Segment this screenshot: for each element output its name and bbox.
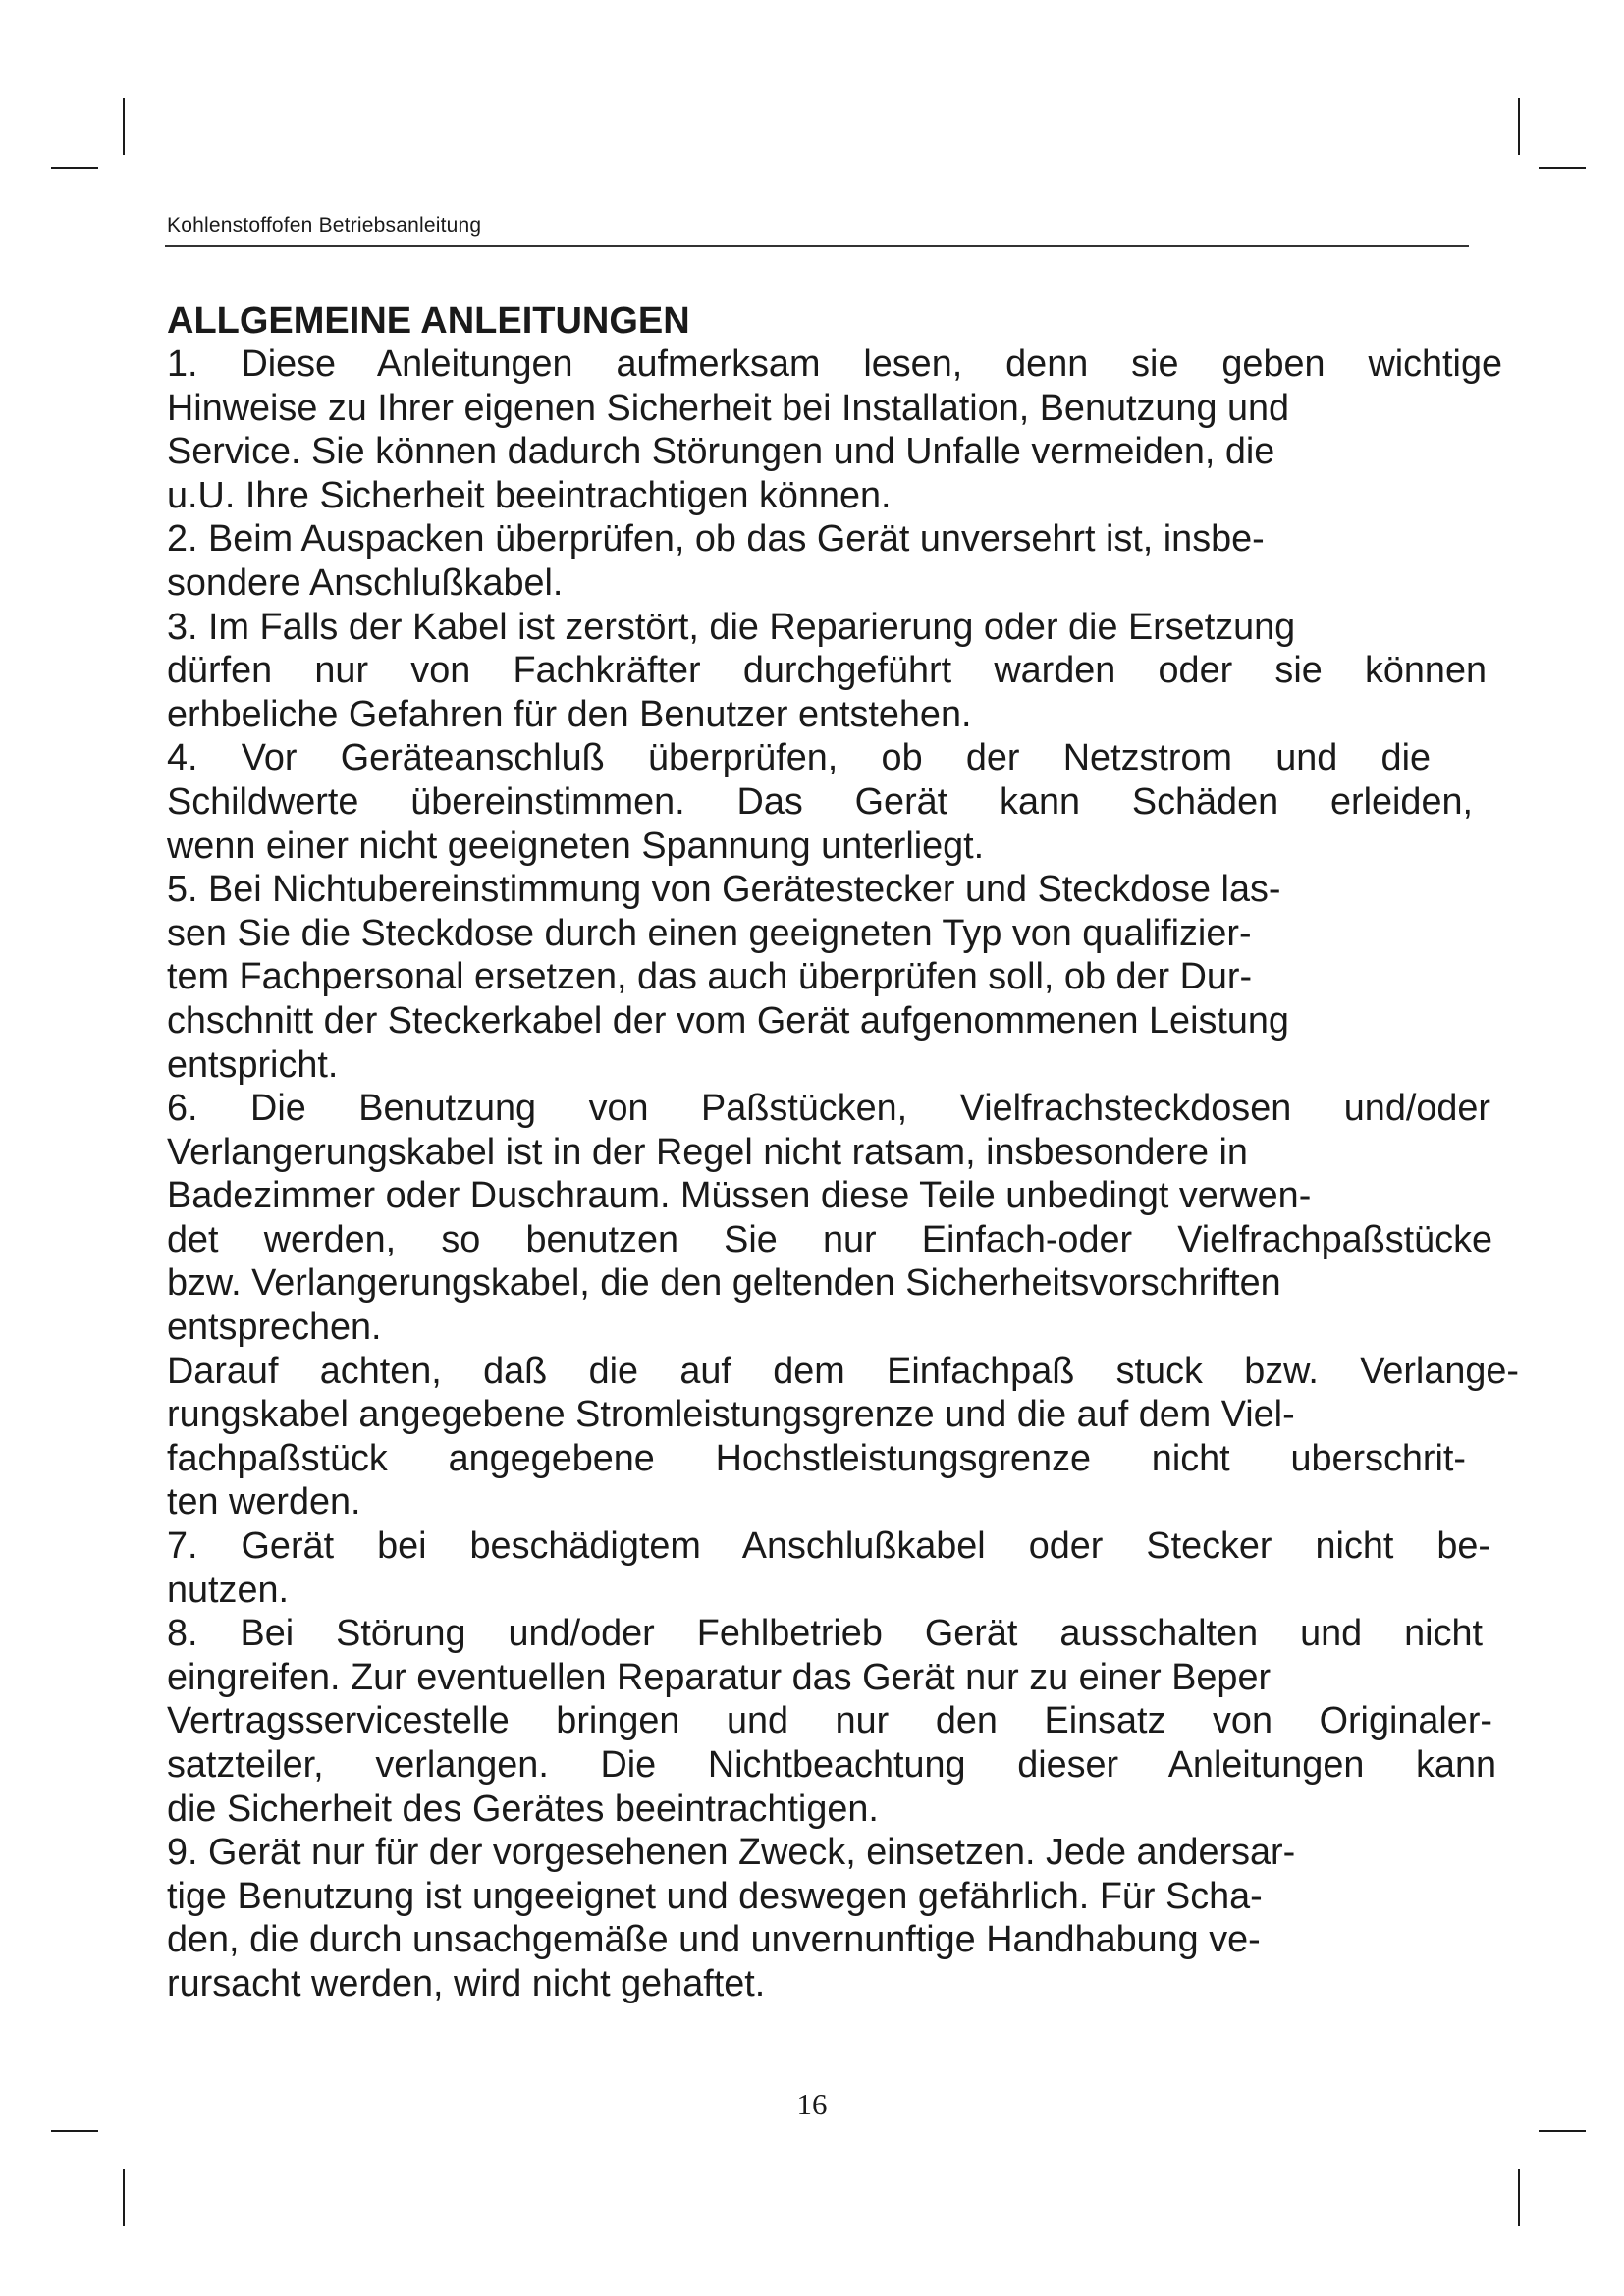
text-line: 5. Bei Nichtubereinstimmung von Gerätestecker und Steckdose las-: [167, 869, 1281, 911]
text-line: eingreifen. Zur eventuellen Reparatur das Gerät nur zu einer Beper: [167, 1656, 1272, 1698]
text-line: Vertragsservicestelle bringen und nur den Einsatz von Originaler-: [167, 1700, 1492, 1742]
text-line: dürfen nur von Fachkräfter durchgeführt warden oder sie können: [167, 650, 1487, 692]
text-line: 8. Bei Störung und/oder Fehlbetrieb Gerät ausschalten und nicht: [167, 1613, 1483, 1655]
crop-mark-bottom-right-h: [1539, 2130, 1586, 2132]
text-line: fachpaßstück angegebene Hochstleistungsgrenze nicht uberschrit-: [167, 1437, 1466, 1479]
text-line: rursacht werden, wird nicht gehaftet.: [167, 1962, 766, 2004]
crop-mark-top-left: [123, 98, 125, 155]
crop-mark-bottom-right: [1518, 2169, 1520, 2226]
text-line: tem Fachpersonal ersetzen, das auch überprüfen soll, ob der Dur-: [167, 956, 1253, 998]
crop-mark-bottom-left-h: [51, 2130, 98, 2132]
section-heading: ALLGEMEINE ANLEITUNGEN: [167, 300, 690, 342]
text-line: Darauf achten, daß die auf dem Einfachpaß stuck bzw. Verlange-: [167, 1350, 1519, 1392]
text-line: u.U. Ihre Sicherheit beeintrachtigen können.: [167, 474, 892, 516]
page-number: 16: [796, 2087, 828, 2121]
page-content: [167, 299, 1519, 2006]
text-line: 1. Diese Anleitungen aufmerksam lesen, denn sie geben wichtige: [167, 344, 1502, 385]
text-line: 3. Im Falls der Kabel ist zerstört, die Reparierung oder die Ersetzung: [167, 606, 1296, 648]
text-line: entsprechen.: [167, 1307, 382, 1349]
text-line: rungskabel angegebene Stromleistungsgrenze und die auf dem Viel-: [167, 1394, 1295, 1436]
crop-mark-top-left-h: [51, 167, 98, 169]
text-line: Service. Sie können dadurch Störungen und Unfalle vermeiden, die: [167, 431, 1275, 473]
text-line: den, die durch unsachgemäße und unvernunftige Handhabung ve-: [167, 1919, 1261, 1961]
text-line: 6. Die Benutzung von Paßstücken, Vielfrachsteckdosen und/oder: [167, 1088, 1490, 1130]
text-line: bzw. Verlangerungskabel, die den geltenden Sicherheitsvorschriften: [167, 1262, 1281, 1305]
text-line: det werden, so benutzen Sie nur Einfach-oder Vielfrachpaßstücke: [167, 1218, 1492, 1260]
text-line: erhbeliche Gefahren für den Benutzer entstehen.: [167, 693, 972, 735]
text-line: 2. Beim Auspacken überprüfen, ob das Gerät unversehrt ist, insbe-: [167, 518, 1265, 561]
text-line: sondere Anschlußkabel.: [167, 561, 564, 604]
instructions-body: [167, 343, 1519, 2006]
text-line: 7. Gerät bei beschädigtem Anschlußkabel oder Stecker nicht be-: [167, 1525, 1490, 1568]
crop-mark-bottom-left: [123, 2169, 125, 2226]
header-rule: [165, 245, 1469, 247]
text-line: tige Benutzung ist ungeeignet und deswegen gefährlich. Für Scha-: [167, 1875, 1263, 1917]
text-line: 4. Vor Geräteanschluß überprüfen, ob der Netzstrom und die: [167, 737, 1431, 779]
text-line: 9. Gerät nur für der vorgesehenen Zweck, einsetzen. Jede andersar-: [167, 1832, 1296, 1874]
text-line: Badezimmer oder Duschraum. Müssen diese Teile unbedingt verwen-: [167, 1175, 1312, 1217]
text-line: ten werden.: [167, 1481, 361, 1523]
crop-mark-top-right: [1518, 98, 1520, 155]
text-line: Schildwerte übereinstimmen. Das Gerät kann Schäden erleiden,: [167, 780, 1473, 823]
crop-mark-top-right-h: [1539, 167, 1586, 169]
text-line: chschnitt der Steckerkabel der vom Gerät aufgenommenen Leistung: [167, 999, 1289, 1041]
text-line: sen Sie die Steckdose durch einen geeigneten Typ von qualifizier-: [167, 912, 1252, 954]
text-line: nutzen.: [167, 1569, 289, 1611]
text-line: satzteiler, verlangen. Die Nichtbeachtung dieser Anleitungen kann: [167, 1744, 1496, 1786]
running-header: Kohlenstoffofen Betriebsanleitung: [167, 214, 482, 237]
text-line: wenn einer nicht geeigneten Spannung unterliegt.: [167, 825, 985, 867]
text-line: entspricht.: [167, 1043, 339, 1086]
text-line: Verlangerungskabel ist in der Regel nicht ratsam, insbesondere in: [167, 1131, 1248, 1173]
text-line: die Sicherheit des Gerätes beeintrachtigen.: [167, 1788, 879, 1830]
text-line: Hinweise zu Ihrer eigenen Sicherheit bei Installation, Benutzung und: [167, 387, 1290, 429]
